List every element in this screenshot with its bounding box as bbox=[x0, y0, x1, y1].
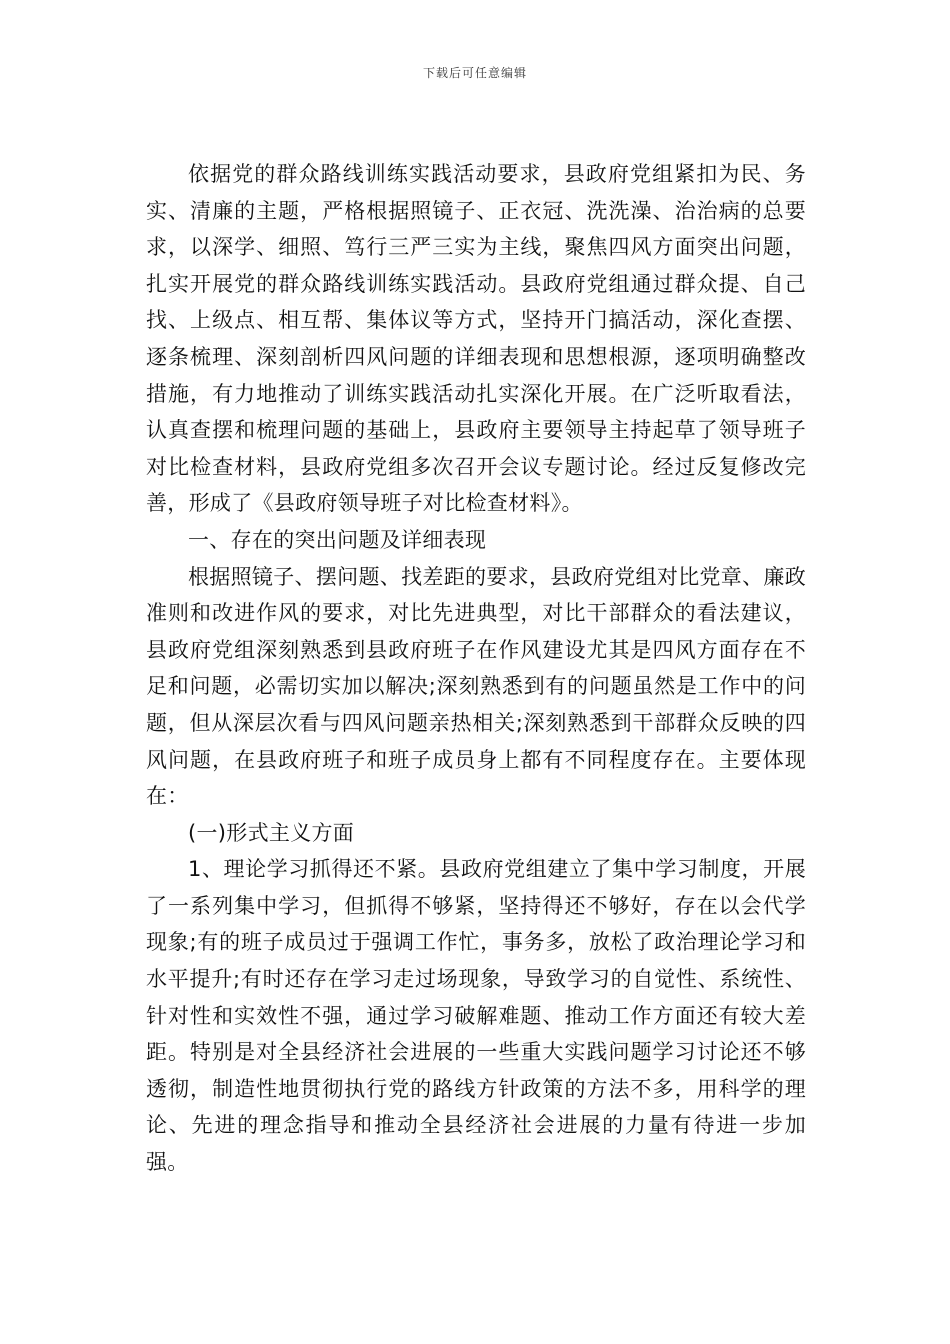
page-header: 下载后可任意编辑 bbox=[422, 66, 527, 80]
paragraph-intro: 依据党的群众路线训练实践活动要求，县政府党组紧扣为民、务实、清廉的主题，严格根据照镜子、正衣冠、洗洗澡、治治病的总要求，以深学、细照、笃行三严三实为主线，聚焦四风方面突出问题，扎实开展党的群众路线训练实践活动。县政府党组通过群众提、自己找、上级点、相互帮、集体议等方式，坚持开门搞活动，深化查摆、逐条梳理、深刻剖析四风问题的详细表现和思想根源，逐项明确整改措施，有力地推动了训练实践活动扎实深化开展。在广泛听取看法，认真查摆和梳理问题的基础上，县政府主要领导主持起草了领导班子对比检查材料，县政府党组多次召开会议专题讨论。经过反复修改完善，形成了《县政府领导班子对比检查材料》。 bbox=[146, 162, 806, 516]
document-body bbox=[146, 156, 806, 1181]
paragraph-theory-study: 1、理论学习抓得还不紧。县政府党组建立了集中学习制度，开展了一系列集中学习，但抓得不够紧，坚持得还不够好，存在以会代学现象;有的班子成员过于强调工作忙，事务多，放松了政治理论学习和水平提升;有时还存在学习走过场现象，导致学习的自觉性、系统性、针对性和实效性不强，通过学习破解难题、推动工作方面还有较大差距。特别是对全县经济社会进展的一些重大实践问题学习讨论还不够透彻，制造性地贯彻执行党的路线方针政策的方法不多，用科学的理论、先进的理念指导和推动全县经济社会进展的力量有待进一步加强。 bbox=[146, 857, 806, 1175]
subsection-heading-formalism: (一)形式主义方面 bbox=[188, 820, 355, 845]
section-heading-problems: 一、存在的突出问题及详细表现 bbox=[188, 527, 487, 552]
paragraph-problems-overview: 根据照镜子、摆问题、找差距的要求，县政府党组对比党章、廉政准则和改进作风的要求，对比先进典型，对比干部群众的看法建议，县政府党组深刻熟悉到县政府班子在作风建设尤其是四风方面存在不足和问题，必需切实加以解决;深刻熟悉到有的问题虽然是工作中的问题，但从深层次看与四风问题亲热相关;深刻熟悉到干部群众反映的四风问题，在县政府班子和班子成员身上都有不同程度存在。主要体现在： bbox=[146, 564, 806, 809]
